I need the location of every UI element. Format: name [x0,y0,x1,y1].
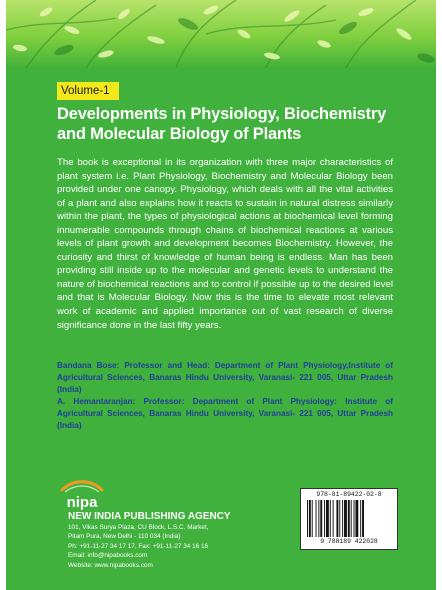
nipa-logo-icon [59,478,105,512]
barcode-digits: 9 788189 422028 [320,538,378,545]
isbn-number: 978-81-89422-02-8 [316,491,382,498]
book-title [57,104,397,144]
volume-badge: Volume-1 [57,82,119,100]
author-a-hemantaranjan: A. Hemantaranjan: Professor: Department of Plant Physiology: Institute of Agricultural Sciences, Banaras Hindu University, Varanasi- 221 005, Uttar Pradesh (India) [57,397,393,430]
author-bandana-bose: Bandana Bose: Professor and Head: Department of Plant Physiology,Institute of Agricultural Sciences, Banaras Hindu University, Varanasi- 221 005, Uttar Pradesh (India) [57,361,393,394]
publisher-address-line-1: 101, Vikas Surya Plaza, CU Block, L.S.C. Market, [68,524,209,531]
logo-text: nipa [66,494,98,511]
publisher-website: Website: www.nipabooks.com [68,561,153,569]
publisher-name: NEW INDIA PUBLISHING AGENCY [68,511,231,522]
leaf-pattern-image [6,0,436,68]
book-title-line-2: and Molecular Biology of Plants [57,125,302,143]
book-description: The book is exceptional in its organization with three major characteristics of plant system i.e. Plant Physiology, Biochemistry and Molecular Biology been provided under one canopy. Physiology, which deals with all the vital activities of a plant and also explains how it reacts to sustain in natural distress similarly within the plant, the types of physiological actions at biochemical level forming innumerable compounds through chains of biochemical reactions at various levels of plant growth and development becomes Biochemistry. However, the curiosity and thirst of knowledge of human being is endless. Man has been providing still inside up to the molecular and genetic levels to understand the nature of biochemical reactions and to control if possible up to the desired level and that is Molecular Biology. Now this is the time to elevate most relevant work of academic and applied importance out of vast research of diverse significance done in the last fifty years. [57,157,393,331]
publisher-address-line-2: Pitam Pura, New Delhi - 110 034 (India) [68,533,181,541]
publisher-info [68,510,268,570]
publisher-phone: Ph: +91-11-27 34 17 17, Fax: +91-11-27 34 16 16 [68,542,209,550]
book-title-line-1: Developments in Physiology, Biochemistry [57,105,387,123]
author-info [57,360,393,432]
isbn-barcode [300,488,398,550]
plant-photo-banner [6,0,436,68]
barcode-bars-icon [307,500,391,537]
book-back-cover [6,0,436,590]
publisher-email: Email: info@nipabooks.com [68,552,148,560]
